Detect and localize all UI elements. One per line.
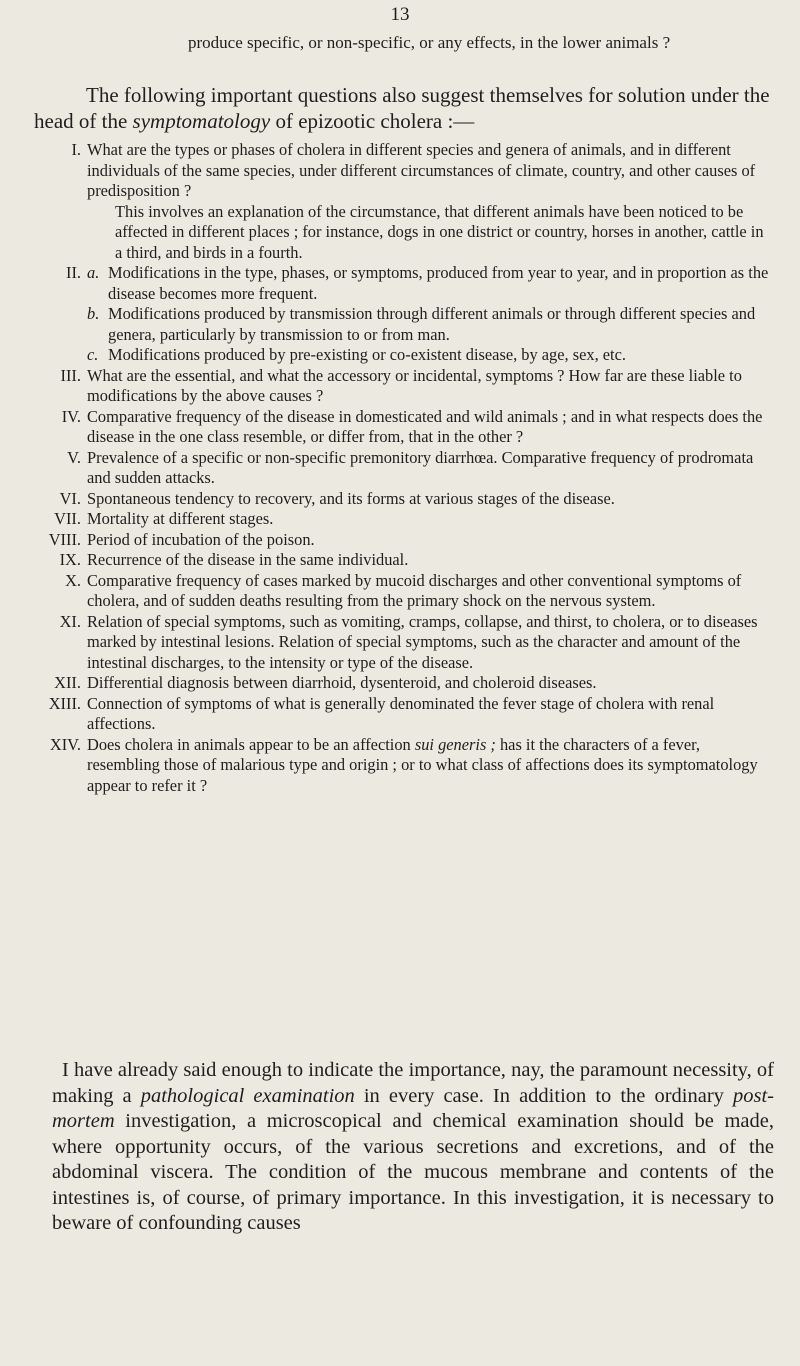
question-text: Modifications produced by transmission through different animals or through different species and genera, particularly by transmission to or from man.: [108, 304, 756, 344]
question-list: [34, 140, 770, 796]
question-item: [34, 263, 770, 304]
question-text: Connection of symptoms of what is generally denominated the fever stage of cholera with renal affections.: [87, 693, 715, 733]
question-item: [34, 448, 770, 489]
lead-text-before: The following important questions also suggest themselves for solution under the head of the: [34, 83, 770, 133]
question-item: [34, 366, 770, 407]
lead-indent: [34, 83, 86, 107]
closing-paragraph: [52, 1058, 774, 1237]
question-text: What are the essential, and what the accessory or incidental, symptoms ? How far are these liable to modifications by the above causes ?: [87, 365, 742, 405]
question-item: [34, 673, 770, 694]
question-item: [34, 550, 770, 571]
question-text: Modifications in the type, phases, or symptoms, produced from year to year, and in proportion as the disease becomes more frequent.: [108, 263, 769, 303]
question-number: XII.: [54, 673, 81, 692]
closing-term-2: post-mortem: [52, 1084, 774, 1132]
question-text: Comparative frequency of the disease in domesticated and wild animals ; and in what respects does the disease in the one class resemble, or differ from, that in the other ?: [87, 406, 763, 446]
question-text-after: has it the characters of a fever, resembling those of malarious type and origin ; or to what class of affections does its symptomatology appear to refer it ?: [87, 734, 758, 795]
question-item: [34, 694, 770, 735]
closing-text-2: in every case. In addition to the ordinary: [354, 1084, 733, 1107]
question-item: [34, 489, 770, 510]
question-term: sui generis ;: [414, 734, 496, 754]
question-text: Recurrence of the disease in the same individual.: [87, 550, 409, 569]
question-item: [34, 735, 770, 797]
closing-text-1: I have already said enough to indicate the importance, nay, the paramount necessity, of making a: [52, 1059, 774, 1107]
question-number: IV.: [61, 406, 81, 426]
closing-text-3: investigation, a microscopical and chemical examination should be made, where opportunity occurs, of the various secretions and excretions, and of the abdominal viscera. The condition of the mucous membrane and contents of the intestines is, of course, of primary importance. In this investigation, it is necessary to beware of confounding causes: [52, 1110, 774, 1234]
lead-text-after: of epizootic cholera :—: [270, 109, 475, 133]
question-item: [34, 530, 770, 551]
page-number: 13: [390, 4, 410, 25]
question-text: What are the types or phases of cholera in different species and genera of animals, and in different individuals of the same species, under different circumstances of climate, country, and other causes of predisposition ?: [87, 140, 756, 200]
question-text: Comparative frequency of cases marked by mucoid discharges and other conventional symptoms of cholera, and of sudden deaths resulting from the primary shock on the nervous system.: [87, 570, 742, 610]
question-letter: b.: [87, 304, 100, 323]
question-item: [34, 304, 770, 345]
question-item: [34, 509, 770, 530]
question-text: [87, 735, 770, 797]
question-text: Period of incubation of the poison.: [87, 529, 315, 549]
question-item: [34, 571, 770, 612]
question-item: [34, 140, 770, 202]
question-number: III.: [60, 365, 81, 385]
question-text: Prevalence of a specific or non-specific premonitory diarrhœa. Comparative frequency of prodromata and sudden attacks.: [87, 447, 754, 487]
question-number: VIII.: [48, 529, 81, 549]
question-number: XIII.: [48, 693, 81, 713]
question-number: VI.: [59, 488, 81, 508]
question-text-before: Does cholera in animals appear to be an affection: [87, 734, 415, 754]
question-item: [34, 345, 770, 366]
question-number: IX.: [59, 550, 81, 569]
question-text: Differential diagnosis between diarrhoid, dysenteroid, and choleroid diseases.: [87, 673, 597, 692]
question-text: Mortality at different stages.: [87, 509, 274, 528]
question-number: I.: [71, 140, 81, 159]
question-number: II.: [65, 263, 81, 282]
question-text: Modifications produced by pre-existing or co-existent disease, by age, sex, etc.: [108, 345, 626, 364]
question-text: Relation of special symptoms, such as vomiting, cramps, collapse, and thirst, to cholera, or to diseases marked by intestinal lesions. Relation of special symptoms, such as the character and amount of the intestinal discharges, to the intensity or type of the disease.: [87, 611, 758, 672]
question-letter: c.: [87, 345, 99, 364]
question-number: V.: [67, 447, 81, 467]
question-number: X.: [65, 570, 81, 590]
question-text: Spontaneous tendency to recovery, and its forms at various stages of the disease.: [87, 488, 615, 508]
question-number: VII.: [54, 509, 81, 528]
question-letter: a.: [87, 263, 100, 282]
lead-paragraph: [34, 82, 784, 134]
question-number: XI.: [59, 611, 81, 631]
question-note: This involves an explanation of the circumstance, that different animals have been noticed to be affected in different places ; for instance, dogs in one district or country, horses in another, cattle in a third, and birds in a fourth.: [115, 201, 764, 262]
question-item: [34, 612, 770, 674]
intro-text: produce specific, or non-specific, or any effects, in the lower animals ?: [188, 33, 671, 52]
closing-term-1: pathological examination: [140, 1084, 355, 1107]
lead-term: symptomatology: [132, 109, 271, 133]
question-number: XIV.: [49, 734, 81, 754]
question-item: [34, 407, 770, 448]
